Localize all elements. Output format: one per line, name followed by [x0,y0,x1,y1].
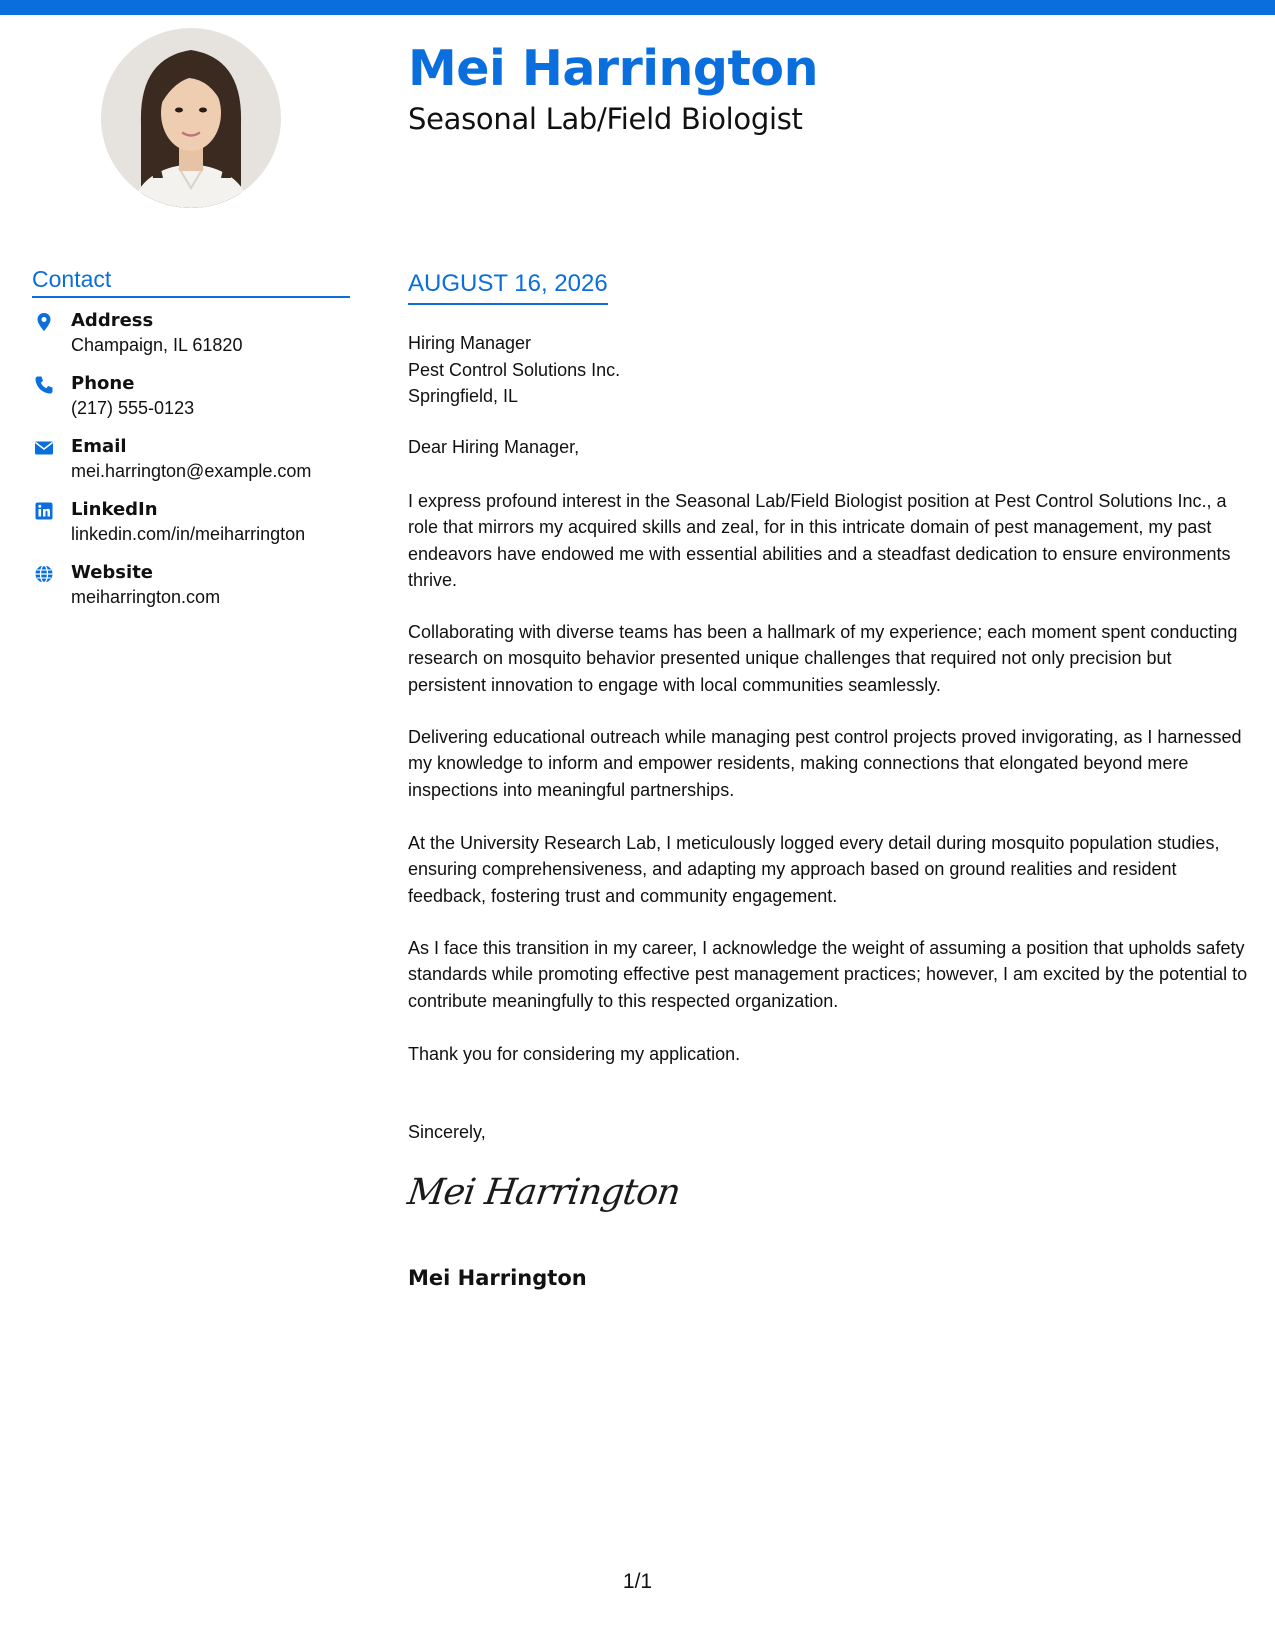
contact-item-website [32,562,362,625]
contact-label: Website [71,562,154,583]
signer-name: Mei Harrington [408,1266,587,1290]
contact-label: Address [71,310,154,331]
contact-list [32,310,362,625]
contact-heading: Contact [32,266,350,298]
contact-item-phone [32,373,362,436]
globe-icon [34,564,54,584]
envelope-icon [34,438,54,458]
contact-label: LinkedIn [71,499,158,520]
phone-icon [34,375,54,395]
recipient-block [408,330,620,410]
contact-label: Email [71,436,127,457]
contact-label: Phone [71,373,135,394]
recipient-location: Springfield, IL [408,386,519,406]
letter-date: AUGUST 16, 2026 [408,270,608,305]
body-paragraph: Delivering educational outreach while managing pest control projects proved invigorating, as I harnessed my knowledge to inform and empower residents, making connections that elongated beyond mere inspections into meaningful partnerships. [408,727,1242,800]
signature-text: Mei Harrington [405,1172,683,1213]
body-paragraph: Thank you for considering my application. [408,1044,741,1064]
closing: Sincerely, [408,1122,486,1142]
recipient-title: Hiring Manager [408,333,532,353]
linkedin-icon [34,501,54,521]
body-paragraph: At the University Research Lab, I meticulously logged every detail during mosquito population studies, ensuring comprehensiveness, and adapting my approach based on ground realities and resident feedback, fostering trust and community engagement. [408,833,1220,906]
email-value[interactable]: mei.harrington@example.com [71,461,312,481]
handwritten-signature [405,1172,683,1213]
top-accent-bar [0,0,1275,15]
profile-photo [101,28,281,208]
website-value[interactable]: meiharrington.com [71,587,221,607]
contact-item-email [32,436,362,499]
phone-value: (217) 555-0123 [71,398,195,418]
page-number: 1/1 [622,1570,653,1593]
body-paragraph: I express profound interest in the Seasonal Lab/Field Biologist position at Pest Control Solutions Inc., a role that mirrors my acquired skills and zeal, for in this intricate domain of pest management, my past endeavors have endowed me with essential abilities and a steadfast dedication to ensure environments thrive. [408,491,1231,590]
job-title: Seasonal Lab/Field Biologist [408,102,803,136]
recipient-company: Pest Control Solutions Inc. [408,359,621,380]
address-value: Champaign, IL 61820 [71,335,243,355]
body-paragraph: As I face this transition in my career, I acknowledge the weight of assuming a position that upholds safety standards while promoting effective pest management practices; however, I am excited by the potential to contribute meaningfully to this respected organization. [408,938,1248,1011]
body-paragraph: Collaborating with diverse teams has been a hallmark of my experience; each moment spent conducting research on mosquito behavior presented unique challenges that required not only precision but persistent innovation to engage with local communities seamlessly. [408,622,1238,695]
linkedin-value[interactable]: linkedin.com/in/meiharrington [71,524,306,544]
map-pin-icon [34,312,54,332]
applicant-name: Mei Harrington [408,40,818,97]
contact-item-address [32,310,362,373]
contact-item-linkedin [32,499,362,562]
salutation: Dear Hiring Manager, [408,437,580,457]
